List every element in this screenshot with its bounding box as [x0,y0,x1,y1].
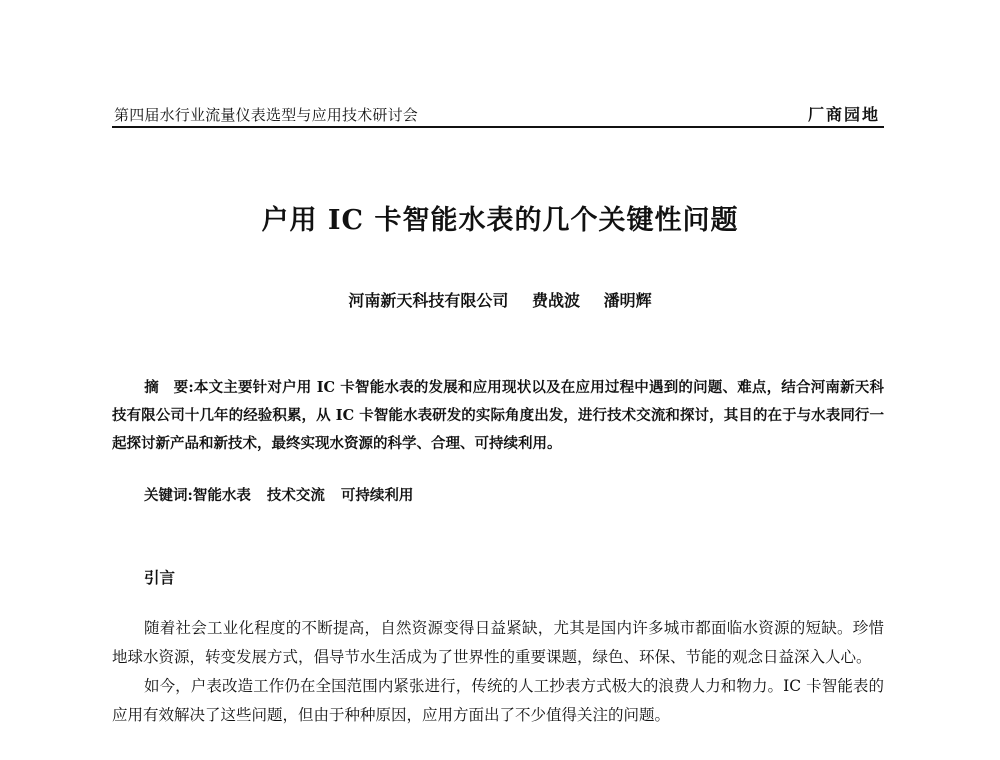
author-1: 费战波 [531,291,580,310]
keyword: 可持续利用 [340,487,414,504]
section-heading-introduction: 引言 [144,568,176,587]
keywords-label: 关键词 [144,487,188,504]
abstract: 摘 要:本文主要针对户用 IC 卡智能水表的发展和应用现状以及在应用过程中遇到的问题、难点，结合河南新天科技有限公司十几年的经验积累，从 IC 卡智能水表研发的实际角度出发，进行技术交流和探讨，其目的在于与水表同行一起探讨新产品和新技术，最终实现水资源的科学、合理、可持续利用。 [112,379,885,452]
abstract-text: 本文主要针对户用 IC 卡智能水表的发展和应用现状以及在应用过程中遇到的问题、难点，结合河南新天科技有限公司十几年的经验积累，从 IC 卡智能水表研发的实际角度出发，进行技术交流和探讨，其目的在于与水表同行一起探讨新产品和新技术，最终实现水资源的科学、合理、可持续利用。 [112,379,885,452]
organization: 河南新天科技有限公司 [348,291,509,310]
paper-title: 户用 IC 卡智能水表的几个关键性问题 [261,205,739,236]
keyword: 智能水表 [192,487,251,504]
section-name: 厂商园地 [807,105,880,124]
keyword: 技术交流 [266,487,325,504]
byline [0,288,1000,311]
paragraph: 如今，户表改造工作仍在全国范围内紧张进行，传统的人工抄表方式极大的浪费人力和物力。IC 卡智能表的应用有效解决了这些问题，但由于种种原因，应用方面出了不少值得关注的问题。 [112,677,884,724]
abstract-label: 摘 要 [144,379,189,396]
keywords: 关键词:智能水表 技术交流 可持续利用 [144,487,414,504]
running-header [112,102,884,128]
paragraph: 随着社会工业化程度的不断提高，自然资源变得日益紧缺，尤其是国内许多城市都面临水资源的短缺。珍惜地球水资源，转变发展方式，倡导节水生活成为了世界性的重要课题，绿色、环保、节能的观念日益深入人心。 [112,619,884,666]
introduction-body [112,614,884,730]
author-2: 潘明辉 [603,291,652,310]
conference-name: 第四届水行业流量仪表选型与应用技术研讨会 [114,106,419,124]
